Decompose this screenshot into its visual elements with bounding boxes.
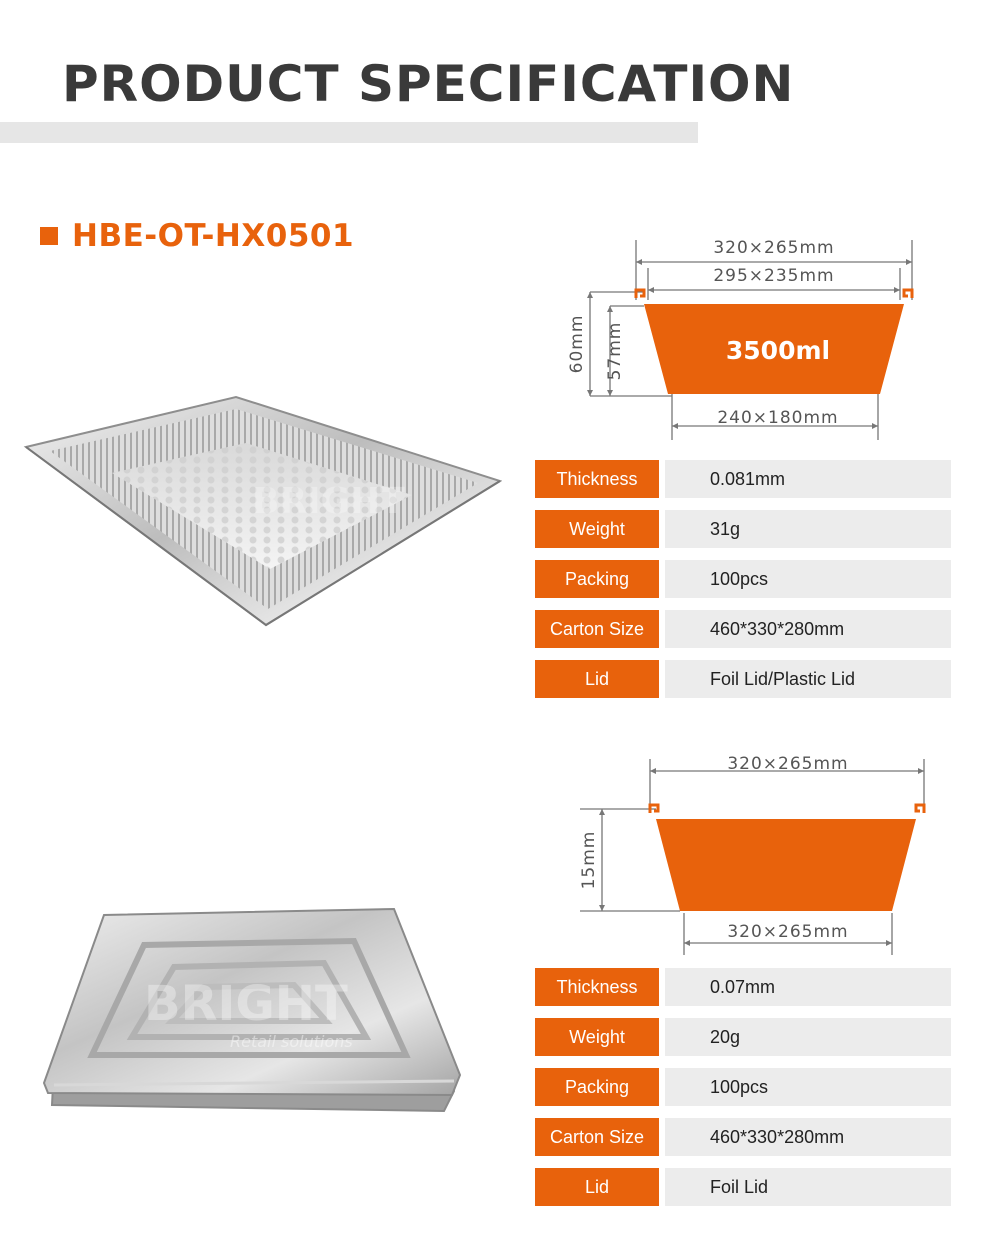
spec-label: Thickness	[535, 460, 659, 498]
spec-label: Lid	[535, 1168, 659, 1206]
spec-label: Packing	[535, 1068, 659, 1106]
spec-row-thickness	[535, 460, 951, 498]
lid-height-dim: 15mm	[579, 830, 599, 890]
lid-top-dim: 320×265mm	[727, 754, 849, 774]
spec-value: 0.081mm	[665, 460, 951, 498]
spec-label: Weight	[535, 510, 659, 548]
spec-row-lid	[535, 660, 951, 698]
watermark-tagline: Retail solutions	[230, 1032, 353, 1051]
watermark-brand: BRIGHT	[144, 976, 348, 1032]
spec-row-packing	[535, 1068, 951, 1106]
foil-lid-photo	[34, 905, 474, 1125]
spec-row-weight	[535, 510, 951, 548]
orange-square-bullet-icon	[40, 227, 58, 245]
spec-value: 31g	[665, 510, 951, 548]
spec-row-thickness	[535, 968, 951, 1006]
container-top-inner-dim: 295×235mm	[713, 266, 835, 286]
spec-label: Packing	[535, 560, 659, 598]
spec-value: 0.07mm	[665, 968, 951, 1006]
spec-row-carton-size	[535, 1118, 951, 1156]
spec-row-packing	[535, 560, 951, 598]
spec-value: 100pcs	[665, 1068, 951, 1106]
spec-value: 20g	[665, 1018, 951, 1056]
container-top-outer-dim: 320×265mm	[713, 238, 835, 258]
container-capacity: 3500ml	[725, 336, 831, 365]
spec-label: Thickness	[535, 968, 659, 1006]
container-spec-table	[535, 460, 951, 710]
spec-value: Foil Lid	[665, 1168, 951, 1206]
spec-label: Weight	[535, 1018, 659, 1056]
spec-label: Lid	[535, 660, 659, 698]
lid-dimension-diagram	[560, 745, 940, 960]
spec-label: Carton Size	[535, 1118, 659, 1156]
container-inner-height-dim: 57mm	[605, 321, 625, 381]
spec-row-carton-size	[535, 610, 951, 648]
container-outer-height-dim: 60mm	[567, 314, 587, 374]
spec-row-weight	[535, 1018, 951, 1056]
watermark-brand: BRIGHT	[252, 481, 405, 522]
title-underline-bar	[0, 122, 698, 143]
spec-value: Foil Lid/Plastic Lid	[665, 660, 951, 698]
container-dimension-diagram	[560, 228, 930, 448]
lid-bottom-dim: 320×265mm	[727, 922, 849, 942]
spec-row-lid	[535, 1168, 951, 1206]
foil-container-photo	[22, 385, 502, 635]
product-model-heading	[40, 218, 354, 254]
spec-value: 100pcs	[665, 560, 951, 598]
spec-value: 460*330*280mm	[665, 1118, 951, 1156]
product-model-code: HBE-OT-HX0501	[72, 218, 355, 254]
spec-label: Carton Size	[535, 610, 659, 648]
lid-spec-table	[535, 968, 951, 1218]
spec-value: 460*330*280mm	[665, 610, 951, 648]
container-bottom-dim: 240×180mm	[717, 408, 839, 428]
page-title: PRODUCT SPECIFICATION	[62, 55, 795, 113]
